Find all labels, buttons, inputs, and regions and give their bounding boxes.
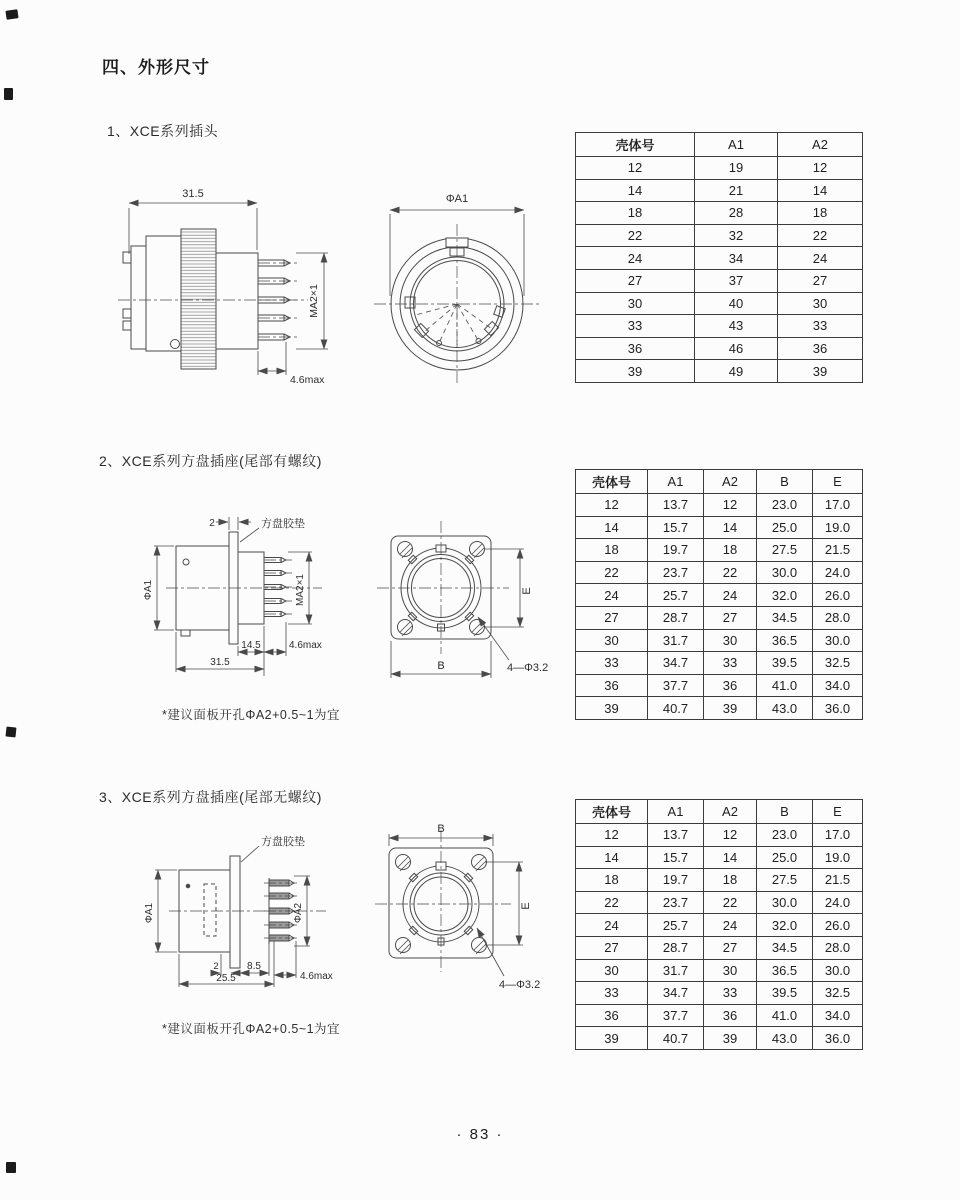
table-row bbox=[576, 179, 863, 202]
table-row bbox=[576, 914, 863, 937]
cell-r4-c3: 32.0 bbox=[757, 584, 813, 607]
cell-r3-c0: 22 bbox=[576, 891, 648, 914]
gasket-label: 方盘胶垫 bbox=[261, 518, 305, 530]
dim-hole-spacing: E bbox=[521, 587, 533, 595]
cell-r8-c4: 34.0 bbox=[813, 674, 863, 697]
section2-label: 2、XCE系列方盘插座(尾部有螺纹) bbox=[99, 453, 322, 469]
cell-r7-c3: 39.5 bbox=[757, 652, 813, 675]
scan-artifact bbox=[6, 727, 17, 738]
cell-r3-c3: 30.0 bbox=[757, 891, 813, 914]
cell-r8-c4: 34.0 bbox=[813, 1004, 863, 1027]
cell-r2-c1: 19.7 bbox=[648, 539, 704, 562]
cell-r5-c2: 27 bbox=[704, 936, 757, 959]
table-header-row bbox=[576, 133, 863, 157]
cell-r5-c1: 28.7 bbox=[648, 606, 704, 629]
col-header-3: B bbox=[757, 470, 813, 494]
cell-r9-c2: 39 bbox=[704, 1027, 757, 1050]
section3-label: 3、XCE系列方盘插座(尾部无螺纹) bbox=[99, 789, 322, 805]
cell-r4-c0: 24 bbox=[576, 247, 695, 270]
cell-r3-c0: 22 bbox=[576, 224, 695, 247]
cell-r1-c2: 14 bbox=[778, 179, 863, 202]
cell-r2-c1: 28 bbox=[695, 202, 778, 225]
col-header-1: A1 bbox=[648, 800, 704, 824]
cell-r7-c3: 39.5 bbox=[757, 982, 813, 1005]
dim-flange-width: B bbox=[437, 823, 445, 835]
cell-r8-c1: 37.7 bbox=[648, 674, 704, 697]
col-header-2: A2 bbox=[704, 800, 757, 824]
cell-r8-c1: 37.7 bbox=[648, 1004, 704, 1027]
cell-r0-c2: 12 bbox=[704, 494, 757, 517]
threaded-receptacle-dimension-table bbox=[575, 469, 863, 720]
table-row bbox=[576, 606, 863, 629]
cell-r9-c2: 39 bbox=[778, 360, 863, 383]
cell-r3-c4: 24.0 bbox=[813, 891, 863, 914]
gasket-label: 方盘胶垫 bbox=[261, 836, 305, 848]
table-row bbox=[576, 846, 863, 869]
dim-thread-spec: MA2×1 bbox=[308, 284, 320, 318]
section1-label: 1、XCE系列插头 bbox=[107, 123, 219, 139]
dim-thread-spec: MA2×1 bbox=[295, 574, 306, 606]
table-row bbox=[576, 982, 863, 1005]
cell-r2-c1: 19.7 bbox=[648, 869, 704, 892]
col-header-4: E bbox=[813, 800, 863, 824]
table-row bbox=[576, 539, 863, 562]
cell-r8-c1: 46 bbox=[695, 337, 778, 360]
cell-r8-c3: 41.0 bbox=[757, 674, 813, 697]
cell-r8-c0: 36 bbox=[576, 674, 648, 697]
table-row bbox=[576, 629, 863, 652]
cell-r9-c4: 36.0 bbox=[813, 697, 863, 720]
col-header-1: A1 bbox=[695, 133, 778, 157]
col-header-0: 壳体号 bbox=[576, 800, 648, 824]
cell-r7-c2: 33 bbox=[704, 652, 757, 675]
cell-r1-c3: 25.0 bbox=[757, 846, 813, 869]
cell-r0-c3: 23.0 bbox=[757, 824, 813, 847]
mount-holes-label: 4—Φ3.2 bbox=[499, 979, 541, 991]
cell-r1-c0: 14 bbox=[576, 846, 648, 869]
cell-r7-c2: 33 bbox=[704, 982, 757, 1005]
table-row bbox=[576, 936, 863, 959]
table-row bbox=[576, 202, 863, 225]
scan-artifact bbox=[6, 1162, 16, 1173]
cell-r9-c1: 49 bbox=[695, 360, 778, 383]
cell-r7-c0: 33 bbox=[576, 982, 648, 1005]
receptacle-plain-front-view-drawing bbox=[361, 818, 561, 1010]
dim-overall-length: 31.5 bbox=[210, 657, 230, 668]
cell-r7-c4: 32.5 bbox=[813, 982, 863, 1005]
panel-cutout-note: *建议面板开孔ΦA2+0.5~1为宜 bbox=[162, 708, 341, 722]
cell-r2-c3: 27.5 bbox=[757, 869, 813, 892]
table-row bbox=[576, 516, 863, 539]
dim-front-length: 14.5 bbox=[241, 640, 261, 651]
cell-r4-c1: 25.7 bbox=[648, 584, 704, 607]
col-header-0: 壳体号 bbox=[576, 133, 695, 157]
plain-receptacle-dimension-table bbox=[575, 799, 863, 1050]
table-row bbox=[576, 561, 863, 584]
cell-r1-c0: 14 bbox=[576, 179, 695, 202]
cell-r6-c4: 30.0 bbox=[813, 959, 863, 982]
cell-r9-c2: 39 bbox=[704, 697, 757, 720]
cell-r0-c2: 12 bbox=[704, 824, 757, 847]
cell-r8-c0: 36 bbox=[576, 1004, 648, 1027]
cell-r3-c2: 22 bbox=[778, 224, 863, 247]
panel-cutout-note: *建议面板开孔ΦA2+0.5~1为宜 bbox=[162, 1022, 341, 1036]
cell-r8-c0: 36 bbox=[576, 337, 695, 360]
cell-r0-c3: 23.0 bbox=[757, 494, 813, 517]
table-row bbox=[576, 697, 863, 720]
table-row bbox=[576, 584, 863, 607]
cell-r4-c2: 24 bbox=[778, 247, 863, 270]
cell-r6-c2: 30 bbox=[704, 959, 757, 982]
cell-r9-c3: 43.0 bbox=[757, 697, 813, 720]
table-row bbox=[576, 1004, 863, 1027]
cell-r1-c1: 21 bbox=[695, 179, 778, 202]
cell-r3-c1: 23.7 bbox=[648, 891, 704, 914]
receptacle-threaded-side-view-drawing bbox=[124, 500, 354, 692]
dim-gasket-thickness: 2 bbox=[209, 518, 215, 529]
cell-r0-c1: 13.7 bbox=[648, 494, 704, 517]
col-header-4: E bbox=[813, 470, 863, 494]
table-row bbox=[576, 360, 863, 383]
cell-r6-c0: 30 bbox=[576, 629, 648, 652]
mount-holes-label: 4—Φ3.2 bbox=[507, 662, 549, 674]
cell-r5-c1: 37 bbox=[695, 269, 778, 292]
cell-r1-c2: 14 bbox=[704, 846, 757, 869]
cell-r0-c0: 12 bbox=[576, 494, 648, 517]
cell-r0-c4: 17.0 bbox=[813, 494, 863, 517]
scan-artifact bbox=[5, 9, 18, 20]
cell-r9-c3: 43.0 bbox=[757, 1027, 813, 1050]
cell-r3-c1: 23.7 bbox=[648, 561, 704, 584]
dim-pin-tail-length: 4.6max bbox=[300, 971, 333, 982]
cell-r6-c2: 30 bbox=[704, 629, 757, 652]
cell-r9-c1: 40.7 bbox=[648, 1027, 704, 1050]
cell-r8-c2: 36 bbox=[704, 1004, 757, 1027]
table-row bbox=[576, 959, 863, 982]
table-row bbox=[576, 247, 863, 270]
cell-r6-c1: 40 bbox=[695, 292, 778, 315]
cell-r4-c1: 25.7 bbox=[648, 914, 704, 937]
table-row bbox=[576, 494, 863, 517]
cell-r1-c4: 19.0 bbox=[813, 846, 863, 869]
cell-r4-c3: 32.0 bbox=[757, 914, 813, 937]
dim-shell-diameter: ΦA1 bbox=[144, 902, 155, 924]
cell-r7-c1: 34.7 bbox=[648, 652, 704, 675]
cell-r4-c2: 24 bbox=[704, 914, 757, 937]
cell-r4-c2: 24 bbox=[704, 584, 757, 607]
table-row bbox=[576, 315, 863, 338]
cell-r3-c1: 32 bbox=[695, 224, 778, 247]
cell-r0-c0: 12 bbox=[576, 157, 695, 180]
dim-hole-spacing: E bbox=[520, 902, 532, 910]
cell-r1-c3: 25.0 bbox=[757, 516, 813, 539]
table-row bbox=[576, 824, 863, 847]
cell-r8-c2: 36 bbox=[704, 674, 757, 697]
cell-r5-c0: 27 bbox=[576, 936, 648, 959]
cell-r2-c0: 18 bbox=[576, 202, 695, 225]
cell-r9-c4: 36.0 bbox=[813, 1027, 863, 1050]
cell-r0-c0: 12 bbox=[576, 824, 648, 847]
receptacle-plain-side-view-drawing bbox=[124, 826, 354, 1008]
cell-r4-c0: 24 bbox=[576, 914, 648, 937]
cell-r3-c3: 30.0 bbox=[757, 561, 813, 584]
cell-r2-c2: 18 bbox=[704, 539, 757, 562]
cell-r1-c1: 15.7 bbox=[648, 516, 704, 539]
dim-tail-length: 8.5 bbox=[247, 961, 261, 972]
dim-overall-length: 25.5 bbox=[216, 973, 236, 984]
plug-side-view-drawing bbox=[96, 176, 341, 388]
cell-r5-c1: 28.7 bbox=[648, 936, 704, 959]
dim-shell-diameter: ΦA1 bbox=[445, 193, 469, 205]
dim-tail-diameter: ΦA2 bbox=[293, 902, 304, 924]
table-row bbox=[576, 269, 863, 292]
cell-r6-c4: 30.0 bbox=[813, 629, 863, 652]
cell-r5-c2: 27 bbox=[704, 606, 757, 629]
cell-r1-c0: 14 bbox=[576, 516, 648, 539]
cell-r0-c4: 17.0 bbox=[813, 824, 863, 847]
cell-r6-c0: 30 bbox=[576, 292, 695, 315]
col-header-1: A1 bbox=[648, 470, 704, 494]
table-row bbox=[576, 337, 863, 360]
cell-r6-c1: 31.7 bbox=[648, 959, 704, 982]
cell-r7-c0: 33 bbox=[576, 652, 648, 675]
table-row bbox=[576, 869, 863, 892]
dim-shell-diameter: ΦA1 bbox=[143, 579, 154, 601]
dim-gasket-thickness: 2 bbox=[213, 961, 219, 972]
cell-r8-c2: 36 bbox=[778, 337, 863, 360]
table-row bbox=[576, 157, 863, 180]
cell-r8-c3: 41.0 bbox=[757, 1004, 813, 1027]
cell-r5-c4: 28.0 bbox=[813, 936, 863, 959]
cell-r6-c3: 36.5 bbox=[757, 629, 813, 652]
col-header-2: A2 bbox=[778, 133, 863, 157]
table-row bbox=[576, 652, 863, 675]
cell-r3-c0: 22 bbox=[576, 561, 648, 584]
cell-r4-c0: 24 bbox=[576, 584, 648, 607]
cell-r0-c1: 13.7 bbox=[648, 824, 704, 847]
cell-r7-c1: 43 bbox=[695, 315, 778, 338]
col-header-3: B bbox=[757, 800, 813, 824]
cell-r2-c4: 21.5 bbox=[813, 539, 863, 562]
cell-r9-c0: 39 bbox=[576, 360, 695, 383]
cell-r7-c2: 33 bbox=[778, 315, 863, 338]
cell-r2-c4: 21.5 bbox=[813, 869, 863, 892]
table-row bbox=[576, 224, 863, 247]
cell-r7-c4: 32.5 bbox=[813, 652, 863, 675]
cell-r5-c0: 27 bbox=[576, 606, 648, 629]
table-header-row bbox=[576, 800, 863, 824]
dim-overall-length: 31.5 bbox=[182, 188, 204, 200]
table-row bbox=[576, 674, 863, 697]
cell-r5-c2: 27 bbox=[778, 269, 863, 292]
cell-r5-c4: 28.0 bbox=[813, 606, 863, 629]
cell-r4-c1: 34 bbox=[695, 247, 778, 270]
cell-r9-c0: 39 bbox=[576, 1027, 648, 1050]
table-row bbox=[576, 891, 863, 914]
receptacle-threaded-front-view-drawing bbox=[361, 511, 561, 701]
scan-artifact bbox=[4, 88, 13, 100]
cell-r2-c2: 18 bbox=[778, 202, 863, 225]
cell-r6-c2: 30 bbox=[778, 292, 863, 315]
cell-r1-c4: 19.0 bbox=[813, 516, 863, 539]
cell-r6-c3: 36.5 bbox=[757, 959, 813, 982]
cell-r9-c1: 40.7 bbox=[648, 697, 704, 720]
cell-r0-c1: 19 bbox=[695, 157, 778, 180]
cell-r4-c4: 26.0 bbox=[813, 914, 863, 937]
table-row bbox=[576, 1027, 863, 1050]
cell-r2-c0: 18 bbox=[576, 539, 648, 562]
cell-r5-c3: 34.5 bbox=[757, 936, 813, 959]
cell-r3-c2: 22 bbox=[704, 891, 757, 914]
col-header-2: A2 bbox=[704, 470, 757, 494]
cell-r5-c3: 34.5 bbox=[757, 606, 813, 629]
cell-r1-c1: 15.7 bbox=[648, 846, 704, 869]
dim-tail-length: 4.6max bbox=[289, 640, 322, 651]
cell-r6-c0: 30 bbox=[576, 959, 648, 982]
cell-r7-c1: 34.7 bbox=[648, 982, 704, 1005]
cell-r5-c0: 27 bbox=[576, 269, 695, 292]
page-number: · 83 · bbox=[456, 1126, 504, 1143]
cell-r9-c0: 39 bbox=[576, 697, 648, 720]
cell-r2-c2: 18 bbox=[704, 869, 757, 892]
cell-r3-c2: 22 bbox=[704, 561, 757, 584]
table-row bbox=[576, 292, 863, 315]
page-title: 四、外形尺寸 bbox=[102, 58, 210, 77]
cell-r0-c2: 12 bbox=[778, 157, 863, 180]
dim-tail-length: 4.6max bbox=[290, 374, 325, 386]
dim-flange-width: B bbox=[437, 660, 445, 672]
cell-r2-c3: 27.5 bbox=[757, 539, 813, 562]
plug-dimension-table bbox=[575, 132, 863, 383]
cell-r6-c1: 31.7 bbox=[648, 629, 704, 652]
plug-front-view-drawing bbox=[362, 180, 562, 392]
cell-r3-c4: 24.0 bbox=[813, 561, 863, 584]
cell-r2-c0: 18 bbox=[576, 869, 648, 892]
cell-r7-c0: 33 bbox=[576, 315, 695, 338]
col-header-0: 壳体号 bbox=[576, 470, 648, 494]
cell-r4-c4: 26.0 bbox=[813, 584, 863, 607]
table-header-row bbox=[576, 470, 863, 494]
cell-r1-c2: 14 bbox=[704, 516, 757, 539]
